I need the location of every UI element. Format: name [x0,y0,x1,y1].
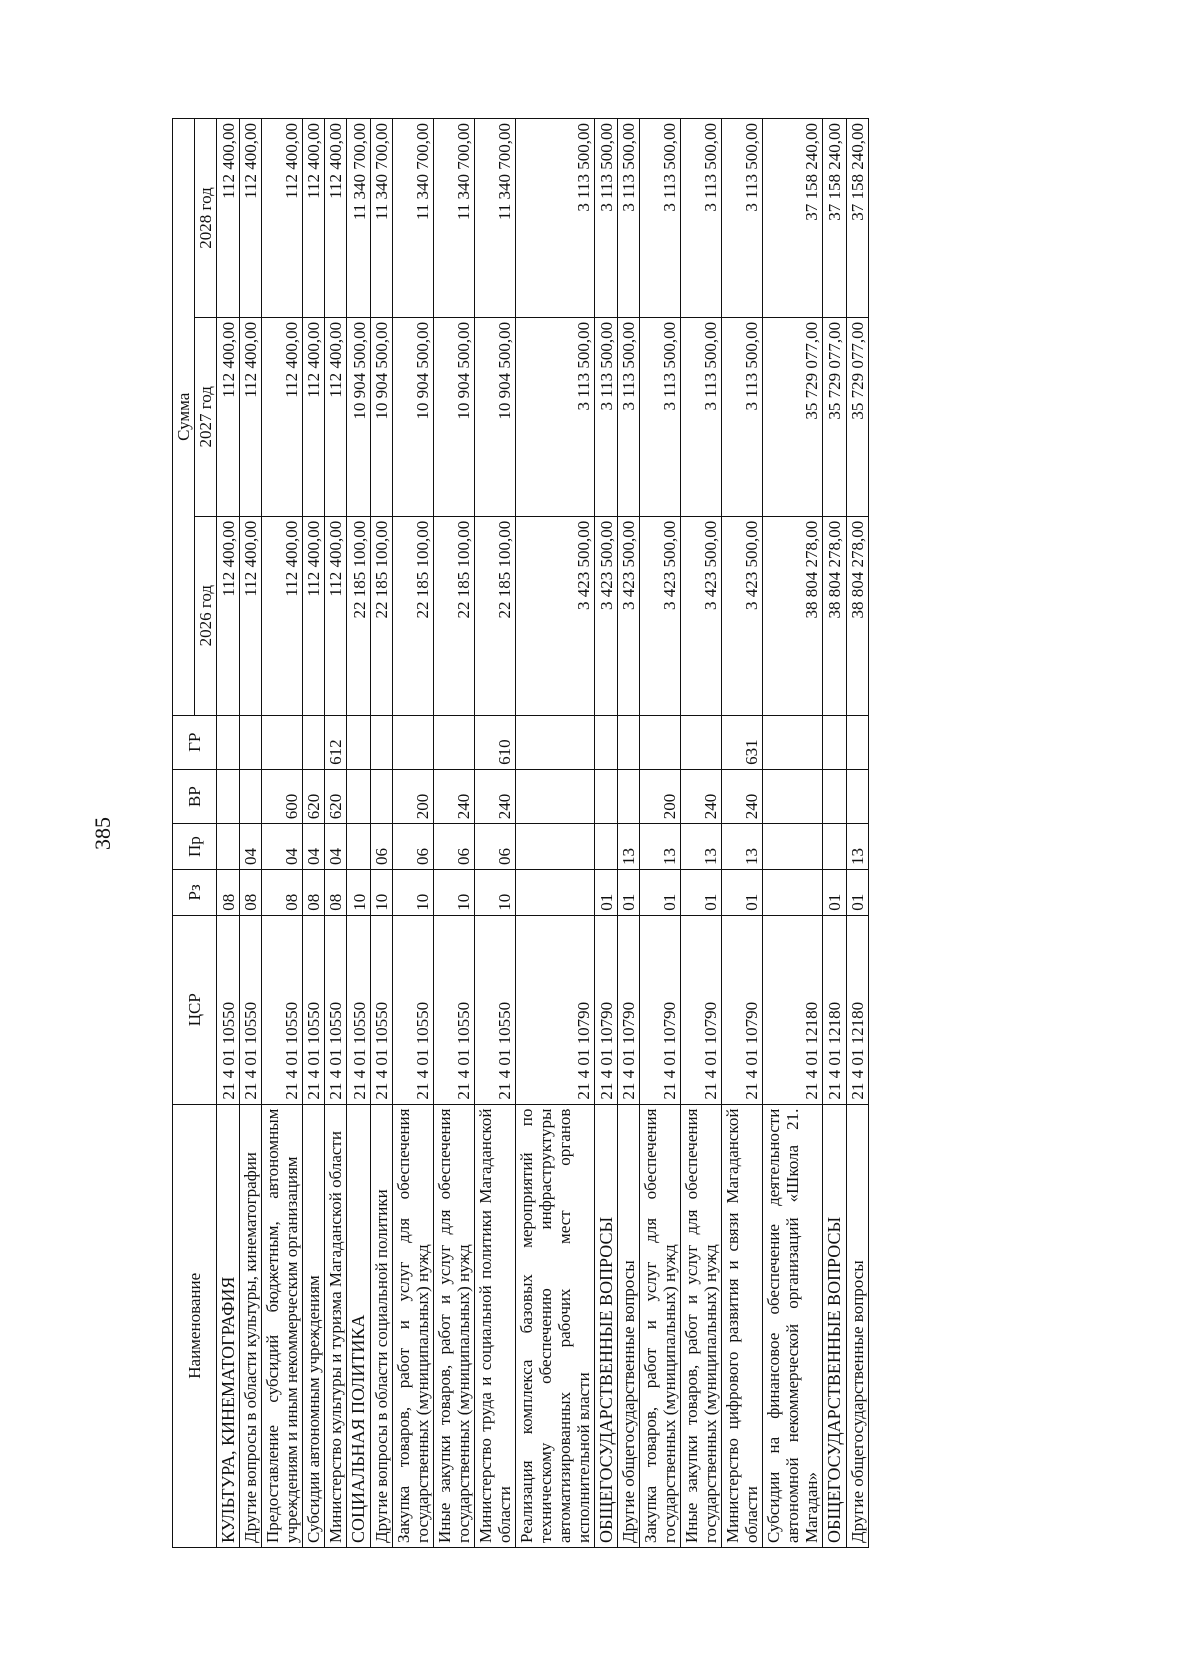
cell-rz: 01 [594,870,617,916]
cell-2028: 3 113 500,00 [594,119,617,318]
cell-vr [240,769,262,823]
cell-2026: 38 804 278,00 [846,516,868,715]
cell-2026: 22 185 100,00 [347,516,370,715]
cell-name: Другие общегосударственные вопросы [846,1104,868,1547]
cell-2026: 112 400,00 [262,516,303,715]
cell-pr: 04 [325,824,347,870]
cell-2028: 112 400,00 [325,119,347,318]
cell-2027: 10 904 500,00 [433,317,474,516]
cell-2026: 38 804 278,00 [763,516,823,715]
cell-name: Иные закупки товаров, работ и услуг для обеспечения государственных (муниципальных) нужд [433,1104,474,1547]
cell-2027: 112 400,00 [217,317,240,516]
cell-name: ОБЩЕГОСУДАРСТВЕННЫЕ ВОПРОСЫ [823,1104,846,1547]
cell-pr: 13 [640,824,681,870]
cell-name: Министерство культуры и туризма Магаданской области [325,1104,347,1547]
cell-vr: 620 [303,769,325,823]
table-row [681,119,722,1548]
cell-csr: 21 4 01 12180 [823,915,846,1104]
cell-csr: 21 4 01 10790 [722,915,763,1104]
cell-gr: 631 [722,715,763,769]
cell-gr [846,715,868,769]
cell-2028: 3 113 500,00 [618,119,640,318]
cell-vr [594,769,617,823]
cell-rz [515,870,594,916]
cell-gr [392,715,433,769]
cell-name: Реализация комплекса базовых мероприятий по техническому обеспечению инфраструктуры автоматизированных рабочих мест органов исполнительной власти [515,1104,594,1547]
cell-vr [217,769,240,823]
cell-vr [515,769,594,823]
table-row [433,119,474,1548]
cell-csr: 21 4 01 10790 [640,915,681,1104]
cell-2027: 3 113 500,00 [594,317,617,516]
cell-2026: 22 185 100,00 [370,516,392,715]
table-row [618,119,640,1548]
cell-pr: 13 [722,824,763,870]
cell-2026: 3 423 500,00 [722,516,763,715]
table-body [217,119,868,1548]
cell-2028: 37 158 240,00 [823,119,846,318]
cell-vr [370,769,392,823]
budget-table [172,118,869,1548]
cell-gr [515,715,594,769]
cell-rz: 08 [262,870,303,916]
cell-2027: 112 400,00 [262,317,303,516]
cell-gr [347,715,370,769]
header-name: Наименование [173,1104,217,1547]
cell-rz: 10 [370,870,392,916]
cell-rz: 01 [640,870,681,916]
header-pr: Пр [173,824,217,870]
cell-csr: 21 4 01 10550 [370,915,392,1104]
cell-2027: 3 113 500,00 [681,317,722,516]
cell-name: Субсидии автономным учреждениям [303,1104,325,1547]
cell-name: Субсидии на финансовое обеспечение деятельности автономной некоммерческой организаций «Школа 21. Магадан» [763,1104,823,1547]
cell-2028: 11 340 700,00 [392,119,433,318]
cell-name: ОБЩЕГОСУДАРСТВЕННЫЕ ВОПРОСЫ [594,1104,617,1547]
cell-name: Министерство цифрового развития и связи Магаданской области [722,1104,763,1547]
cell-name: СОЦИАЛЬНАЯ ПОЛИТИКА [347,1104,370,1547]
cell-csr: 21 4 01 10550 [347,915,370,1104]
cell-vr: 600 [262,769,303,823]
table-row [763,119,823,1548]
cell-gr [763,715,823,769]
cell-csr: 21 4 01 10790 [515,915,594,1104]
cell-2027: 35 729 077,00 [823,317,846,516]
cell-name: Другие вопросы в области культуры, кинематографии [240,1104,262,1547]
cell-pr: 06 [392,824,433,870]
cell-csr: 21 4 01 10550 [474,915,515,1104]
cell-rz: 01 [722,870,763,916]
cell-rz: 10 [347,870,370,916]
cell-pr [763,824,823,870]
cell-pr: 06 [370,824,392,870]
cell-2028: 3 113 500,00 [515,119,594,318]
cell-csr: 21 4 01 10550 [303,915,325,1104]
cell-rz: 01 [846,870,868,916]
header-rz: Рз [173,870,217,916]
cell-pr: 04 [240,824,262,870]
cell-pr: 13 [681,824,722,870]
cell-2028: 37 158 240,00 [763,119,823,318]
cell-gr [262,715,303,769]
header-vr: ВР [173,769,217,823]
cell-2027: 112 400,00 [240,317,262,516]
table-row [474,119,515,1548]
cell-pr [823,824,846,870]
cell-rz [763,870,823,916]
cell-name: Закупка товаров, работ и услуг для обеспечения государственных (муниципальных) нужд [640,1104,681,1547]
table-row [515,119,594,1548]
table-row [722,119,763,1548]
cell-name: Другие общегосударственные вопросы [618,1104,640,1547]
table-row [370,119,392,1548]
cell-csr: 21 4 01 10790 [618,915,640,1104]
cell-2026: 112 400,00 [303,516,325,715]
cell-2027: 112 400,00 [303,317,325,516]
cell-gr [618,715,640,769]
cell-2028: 11 340 700,00 [474,119,515,318]
cell-2028: 3 113 500,00 [722,119,763,318]
cell-2027: 35 729 077,00 [763,317,823,516]
cell-csr: 21 4 01 10550 [240,915,262,1104]
header-csr: ЦСР [173,915,217,1104]
cell-vr: 200 [640,769,681,823]
cell-2027: 10 904 500,00 [392,317,433,516]
header-sum: Сумма [173,119,195,716]
cell-csr: 21 4 01 10550 [325,915,347,1104]
cell-rz: 08 [325,870,347,916]
cell-pr: 04 [262,824,303,870]
cell-2026: 3 423 500,00 [515,516,594,715]
cell-pr: 13 [846,824,868,870]
cell-vr: 240 [681,769,722,823]
cell-rz: 10 [392,870,433,916]
cell-gr [681,715,722,769]
cell-pr [347,824,370,870]
table-row [325,119,347,1548]
cell-2028: 112 400,00 [217,119,240,318]
cell-pr: 04 [303,824,325,870]
table-row [303,119,325,1548]
cell-2028: 112 400,00 [240,119,262,318]
cell-vr [763,769,823,823]
header-2027: 2027 год [195,317,217,516]
cell-name: Иные закупки товаров, работ и услуг для обеспечения государственных (муниципальных) нужд [681,1104,722,1547]
cell-csr: 21 4 01 12180 [763,915,823,1104]
cell-2028: 112 400,00 [262,119,303,318]
cell-gr [823,715,846,769]
cell-2028: 112 400,00 [303,119,325,318]
table-row [392,119,433,1548]
cell-rz: 08 [240,870,262,916]
cell-gr [433,715,474,769]
table-row [347,119,370,1548]
cell-name: Министерство труда и социальной политики Магаданской области [474,1104,515,1547]
table-row [240,119,262,1548]
cell-2027: 3 113 500,00 [640,317,681,516]
table-row [262,119,303,1548]
cell-pr: 06 [433,824,474,870]
cell-rz: 08 [217,870,240,916]
table-row [594,119,617,1548]
cell-2026: 3 423 500,00 [640,516,681,715]
cell-rz: 08 [303,870,325,916]
cell-2027: 3 113 500,00 [618,317,640,516]
cell-csr: 21 4 01 10790 [594,915,617,1104]
cell-2026: 22 185 100,00 [392,516,433,715]
cell-2026: 22 185 100,00 [433,516,474,715]
cell-vr: 240 [474,769,515,823]
cell-vr: 240 [722,769,763,823]
cell-gr [217,715,240,769]
cell-gr: 612 [325,715,347,769]
cell-2026: 22 185 100,00 [474,516,515,715]
cell-csr: 21 4 01 10550 [392,915,433,1104]
cell-gr [640,715,681,769]
cell-2028: 11 340 700,00 [433,119,474,318]
cell-2027: 3 113 500,00 [722,317,763,516]
rotated-page-content [172,118,869,1548]
cell-gr [303,715,325,769]
header-gr: ГР [173,715,217,769]
cell-vr: 620 [325,769,347,823]
cell-2028: 11 340 700,00 [347,119,370,318]
cell-2027: 112 400,00 [325,317,347,516]
cell-2028: 3 113 500,00 [640,119,681,318]
cell-2027: 35 729 077,00 [846,317,868,516]
cell-rz: 01 [823,870,846,916]
cell-csr: 21 4 01 10790 [681,915,722,1104]
cell-2027: 10 904 500,00 [474,317,515,516]
cell-rz: 01 [681,870,722,916]
cell-2027: 3 113 500,00 [515,317,594,516]
table-row [846,119,868,1548]
cell-vr: 200 [392,769,433,823]
cell-name: Закупка товаров, работ и услуг для обеспечения государственных (муниципальных) нужд [392,1104,433,1547]
cell-2026: 112 400,00 [325,516,347,715]
cell-2028: 37 158 240,00 [846,119,868,318]
cell-2027: 10 904 500,00 [370,317,392,516]
table-row [640,119,681,1548]
cell-csr: 21 4 01 10550 [433,915,474,1104]
table-row [217,119,240,1548]
cell-2028: 11 340 700,00 [370,119,392,318]
cell-pr [515,824,594,870]
cell-2028: 3 113 500,00 [681,119,722,318]
cell-csr: 21 4 01 12180 [846,915,868,1104]
cell-vr [618,769,640,823]
cell-gr [370,715,392,769]
cell-2026: 112 400,00 [240,516,262,715]
header-2026: 2026 год [195,516,217,715]
cell-rz: 10 [474,870,515,916]
cell-name: КУЛЬТУРА, КИНЕМАТОГРАФИЯ [217,1104,240,1547]
cell-vr [846,769,868,823]
cell-2026: 3 423 500,00 [594,516,617,715]
cell-csr: 21 4 01 10550 [262,915,303,1104]
cell-gr [594,715,617,769]
cell-rz: 01 [618,870,640,916]
cell-2026: 3 423 500,00 [681,516,722,715]
cell-pr: 13 [618,824,640,870]
cell-gr: 610 [474,715,515,769]
cell-pr: 06 [474,824,515,870]
cell-2026: 3 423 500,00 [618,516,640,715]
cell-vr [823,769,846,823]
cell-vr: 240 [433,769,474,823]
cell-csr: 21 4 01 10550 [217,915,240,1104]
header-row-1 [173,119,195,1548]
cell-pr [217,824,240,870]
header-2028: 2028 год [195,119,217,318]
cell-pr [594,824,617,870]
cell-2026: 38 804 278,00 [823,516,846,715]
cell-2027: 10 904 500,00 [347,317,370,516]
cell-name: Предоставление субсидий бюджетным, автономным учреждениям и иным некоммерческим организациям [262,1104,303,1547]
table-row [823,119,846,1548]
cell-vr [347,769,370,823]
cell-rz: 10 [433,870,474,916]
cell-gr [240,715,262,769]
page-number: 385 [90,817,115,850]
cell-name: Другие вопросы в области социальной политики [370,1104,392,1547]
cell-2026: 112 400,00 [217,516,240,715]
